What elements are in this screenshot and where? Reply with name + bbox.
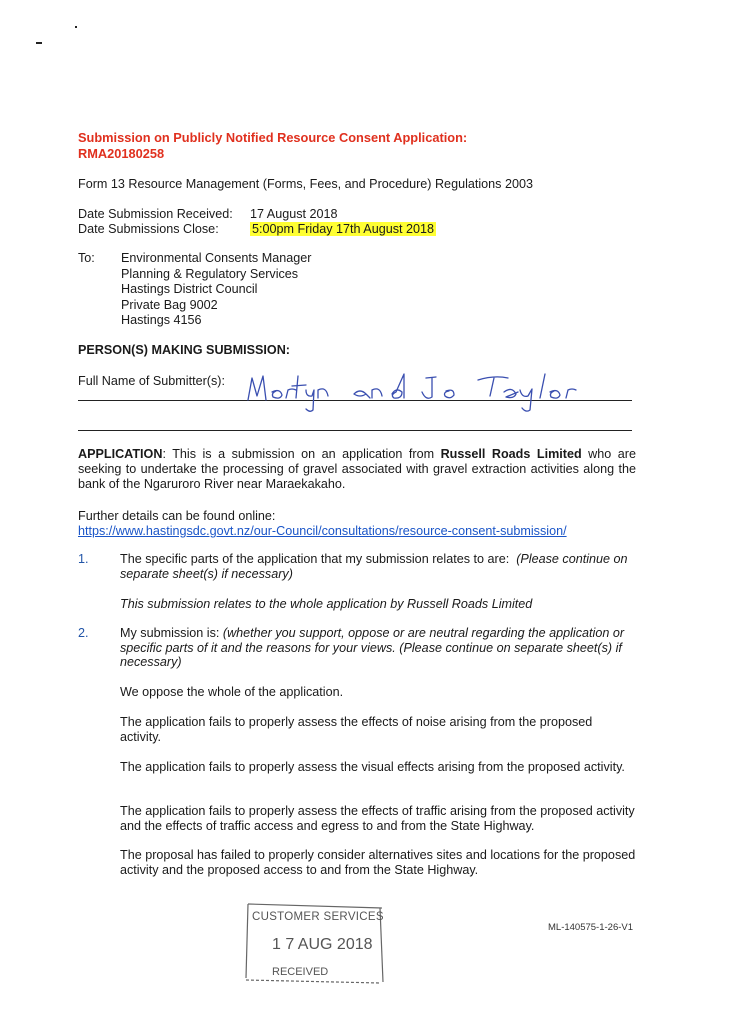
handwritten-submitter-name <box>240 368 600 414</box>
item-1-lead: The specific parts of the application that my submission relates to are: <box>120 552 510 566</box>
submitter-heading: PERSON(S) MAKING SUBMISSION: <box>78 343 291 357</box>
item-2-note: (whether you support, oppose or are neutral regarding the application or specific parts of it and the reasons for your views. (Please continue on separate sheet(s) if necessary) <box>120 626 625 669</box>
application-text-b: who are seeking to undertake the processing of gravel associated with gravel extraction activities along the bank of the Ngaruroro River near Maraekakaho. <box>78 447 636 491</box>
opposition-point: The application fails to properly assess the visual effects arising from the proposed activity. <box>120 760 625 774</box>
document-reference: ML-140575-1-26-V1 <box>548 922 634 933</box>
opposition-point: The proposal has failed to properly consider alternatives sites and locations for the proposed activity and the proposed access to and from the State Highway. <box>120 848 636 877</box>
opposition-point: We oppose the whole of the application. <box>120 685 344 699</box>
date-received-value: 17 August 2018 <box>250 207 338 221</box>
consultation-link[interactable]: https://www.hastingsdc.govt.nz/our-Council/consultations/resource-consent-submission/ <box>78 524 567 538</box>
application-label: APPLICATION <box>78 447 163 461</box>
address-line: Hastings 4156 <box>121 313 202 327</box>
title-line-1: Submission on Publicly Notified Resource Consent Application: <box>78 130 468 145</box>
item-2-lead: My submission is: <box>120 626 220 640</box>
stamp-date: 1 7 AUG 2018 <box>272 936 373 953</box>
recipient-address <box>121 251 311 329</box>
item-1-answer: This submission relates to the whole application by Russell Roads Limited <box>120 597 533 611</box>
applicant-company: Russell Roads Limited <box>440 447 582 461</box>
address-line: Private Bag 9002 <box>121 297 218 312</box>
stamp-customer-services: CUSTOMER SERVICES <box>252 911 384 923</box>
form-reference: Form 13 Resource Management (Forms, Fees, and Procedure) Regulations 2003 <box>78 177 533 191</box>
scan-speck <box>36 42 42 44</box>
date-close-value-highlight: 5:00pm Friday 17th August 2018 <box>252 222 435 236</box>
date-received-row <box>78 206 338 222</box>
stamp-received: RECEIVED <box>272 966 329 975</box>
item-2-prompt <box>120 626 636 670</box>
address-line: Environmental Consents Manager <box>121 251 312 265</box>
received-stamp <box>244 902 384 984</box>
item-1-note: (Please continue on separate sheet(s) if necessary) <box>120 552 628 581</box>
application-text-a: : This is a submission on an application from <box>162 447 441 461</box>
date-close-label: Date Submissions Close: <box>78 222 219 236</box>
address-line: Hastings District Council <box>121 282 258 296</box>
recipient-label: To: <box>78 251 95 265</box>
opposition-point: The application fails to properly assess the effects of traffic arising from the proposed activity and the effects of traffic access and egress to and from the State Highway. <box>120 804 635 833</box>
address-line: Planning & Regulatory Services <box>121 266 299 281</box>
item-1-prompt <box>120 552 636 581</box>
item-number: 1. <box>78 552 89 566</box>
date-close-row <box>78 221 436 237</box>
submitter-name-label: Full Name of Submitter(s): <box>78 374 225 388</box>
scan-speck <box>75 26 77 28</box>
opposition-point: The application fails to properly assess the effects of noise arising from the proposed activity. <box>120 715 593 744</box>
document-title <box>78 130 467 162</box>
further-details-label: Further details can be found online: <box>78 509 276 523</box>
date-received-label: Date Submission Received: <box>78 207 233 221</box>
application-reference: RMA20180258 <box>78 146 165 161</box>
name-line-2 <box>78 430 632 431</box>
item-number: 2. <box>78 626 89 640</box>
application-paragraph <box>78 447 636 492</box>
